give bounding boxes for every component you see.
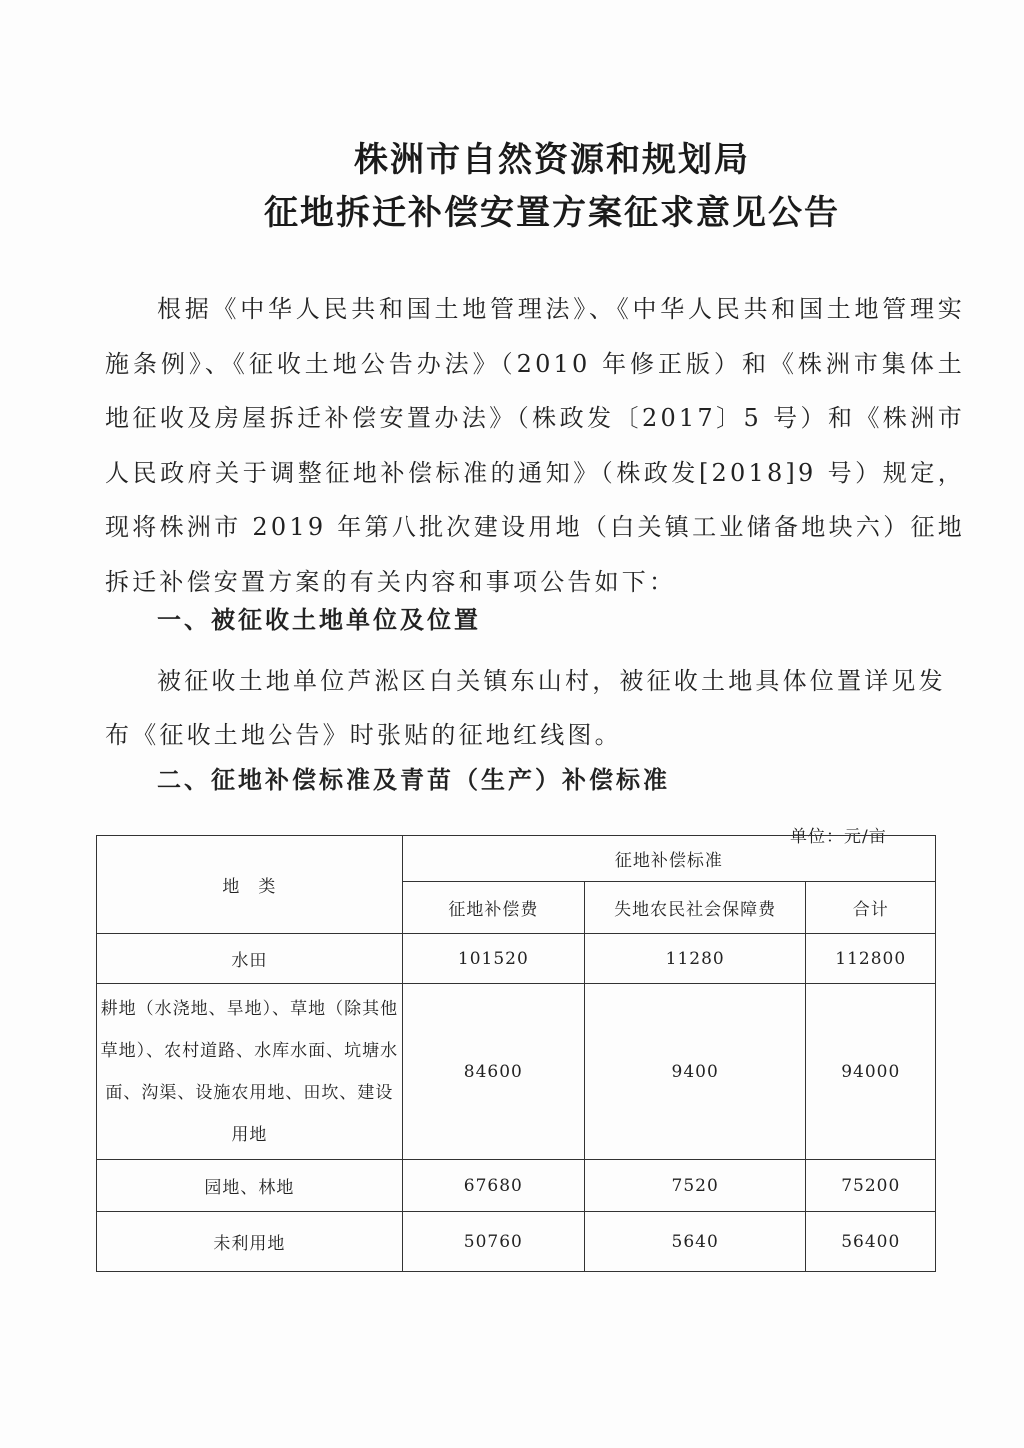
compensation-table: [96, 835, 936, 1272]
intro-paragraph: 根据《中华人民共和国土地管理法》、《中华人民共和国土地管理实施条例》、《征收土地公告办法》（2010 年修正版）和《株洲市集体土地征收及房屋拆迁补偿安置办法》（株政发〔2017〕5 号）和《株洲市人民政府关于调整征地补偿标准的通知》（株政发[2018]9 号）规定，现将株洲市 2019 年第八批次建设用地（白关镇工业储备地块六）征地拆迁补偿安置方案的有关内容和事项公告如下：: [105, 295, 965, 596]
header-social-security: 失地农民社会保障费: [584, 882, 806, 934]
table-unit-label: 单位：元/亩: [790, 827, 887, 847]
row-security: 11280: [584, 934, 806, 984]
document-title-line1: 株洲市自然资源和规划局: [354, 140, 750, 180]
header-compensation-standard: 征地补偿标准: [402, 836, 935, 882]
table-row: [97, 984, 936, 1160]
table-header-row: [97, 836, 936, 882]
row-fee: 101520: [402, 934, 584, 984]
table-row: [97, 1212, 936, 1272]
row-category: 园地、林地: [97, 1160, 403, 1212]
header-total: 合计: [806, 882, 936, 934]
document-title-line2: 征地拆迁补偿安置方案征求意见公告: [264, 193, 840, 233]
section1-paragraph: 被征收土地单位芦淞区白关镇东山村，被征收土地具体位置详见发布《征收土地公告》时张贴的征地红线图。: [105, 667, 946, 749]
header-land-category: 地 类: [97, 836, 403, 934]
row-security: 5640: [584, 1212, 806, 1272]
row-fee: 67680: [402, 1160, 584, 1212]
section2-heading: 二、征地补偿标准及青苗（生产）补偿标准: [157, 766, 670, 794]
table-row: [97, 934, 936, 984]
row-category: 耕地（水浇地、旱地）、草地（除其他草地）、农村道路、水库水面、坑塘水面、沟渠、设施农用地、田坎、建设用地: [97, 984, 403, 1160]
row-security: 7520: [584, 1160, 806, 1212]
row-total: 112800: [806, 934, 936, 984]
section1-heading: 一、被征收土地单位及位置: [157, 606, 481, 634]
row-total: 75200: [806, 1160, 936, 1212]
row-fee: 50760: [402, 1212, 584, 1272]
table-row: [97, 1160, 936, 1212]
row-category: 未利用地: [97, 1212, 403, 1272]
row-security: 9400: [584, 984, 806, 1160]
row-category: 水田: [97, 934, 403, 984]
row-total: 94000: [806, 984, 936, 1160]
header-land-fee: 征地补偿费: [402, 882, 584, 934]
row-fee: 84600: [402, 984, 584, 1160]
row-total: 56400: [806, 1212, 936, 1272]
